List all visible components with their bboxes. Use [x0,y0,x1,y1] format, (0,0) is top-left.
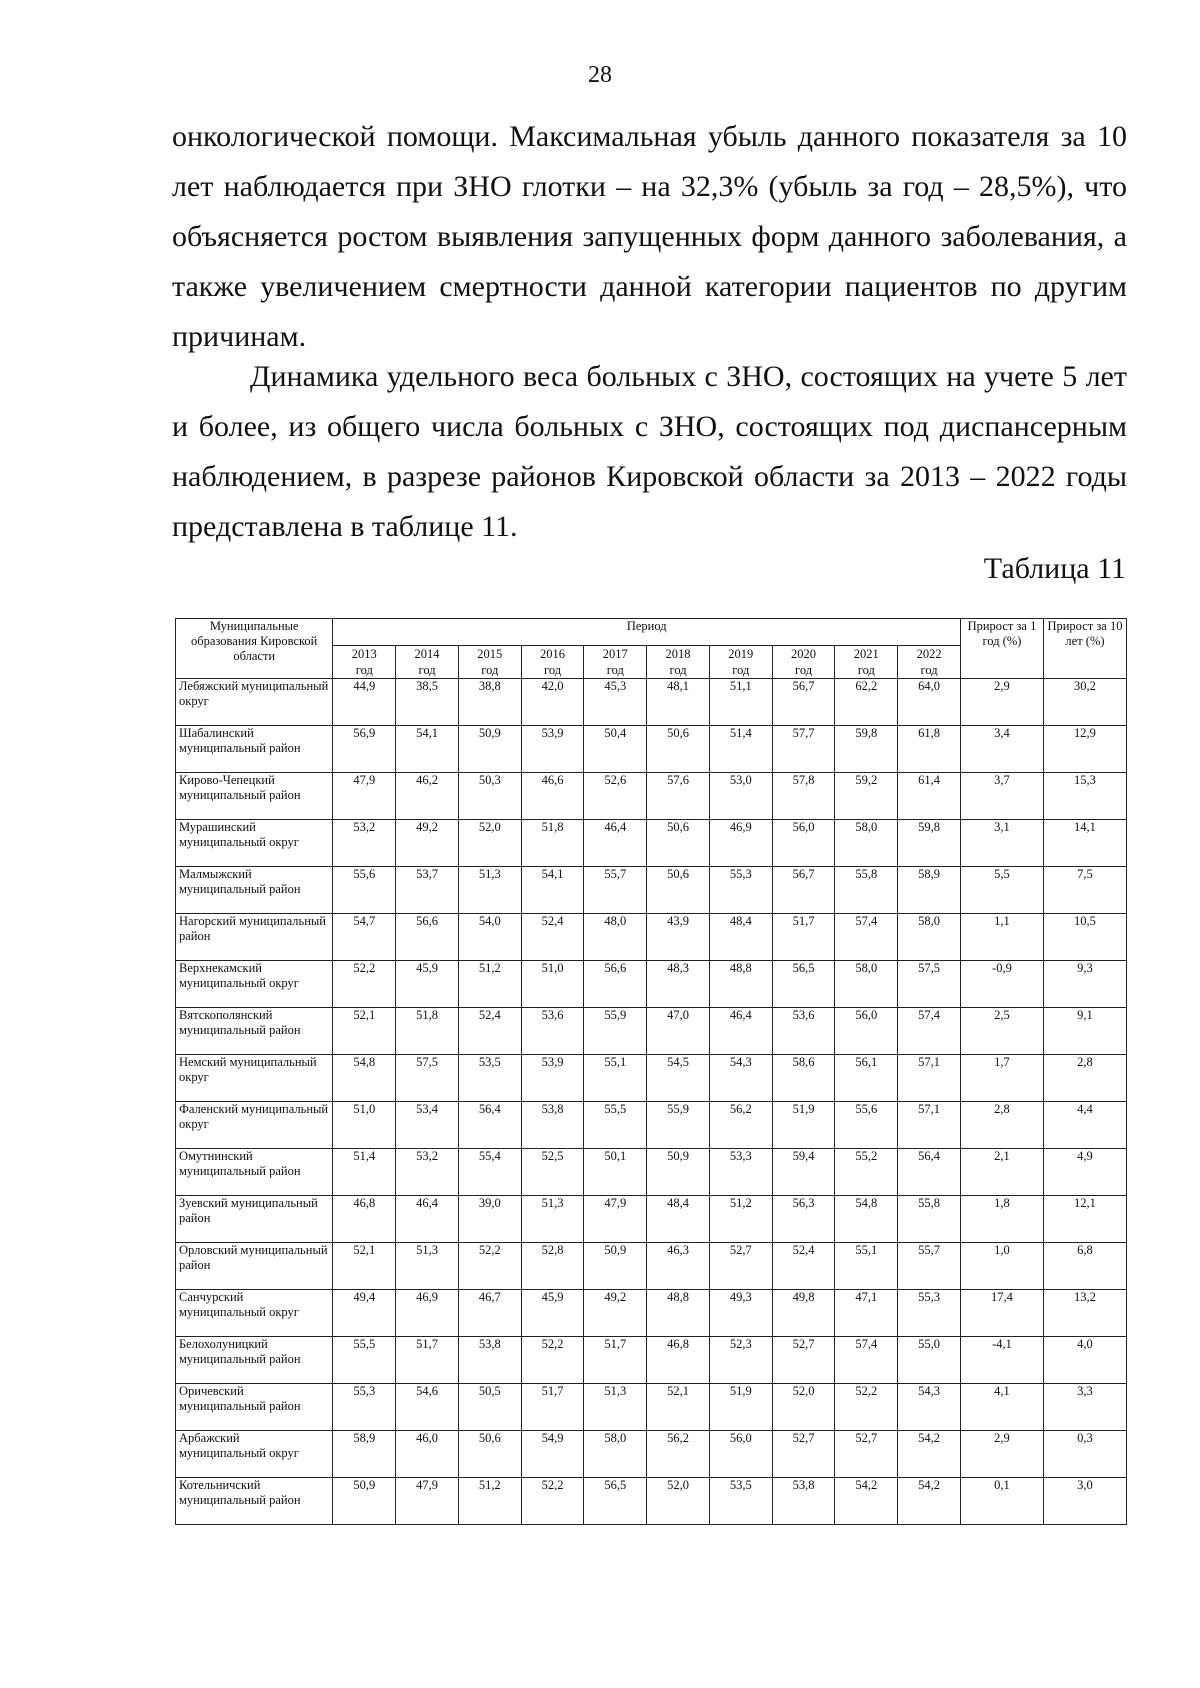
value-cell: 53,0 [709,773,772,820]
value-cell: 52,2 [458,1243,521,1290]
period-header: Период [333,619,961,646]
table-row [176,1431,1127,1478]
year-label: 2018 [665,647,691,661]
value-cell: 51,3 [458,867,521,914]
table-row [176,820,1127,867]
value-cell: 48,4 [647,1196,710,1243]
year-header-cell [709,646,772,679]
value-cell: 56,6 [584,961,647,1008]
table-row [176,961,1127,1008]
growth-10y-cell: 12,1 [1043,1196,1126,1243]
value-cell: 57,8 [772,773,835,820]
value-cell: 56,7 [772,679,835,726]
table-row [176,773,1127,820]
value-cell: 52,7 [772,1431,835,1478]
year-header-cell [458,646,521,679]
value-cell: 46,2 [396,773,459,820]
value-cell: 50,1 [584,1149,647,1196]
value-cell: 53,2 [396,1149,459,1196]
growth-10y-cell: 13,2 [1043,1290,1126,1337]
value-cell: 53,5 [458,1055,521,1102]
value-cell: 57,1 [898,1055,961,1102]
value-cell: 53,8 [521,1102,584,1149]
municipality-name: Белохолуницкий муниципальный район [176,1337,333,1384]
value-cell: 47,0 [647,1008,710,1055]
growth-1y-cell: 17,4 [960,1290,1043,1337]
value-cell: 50,9 [584,1243,647,1290]
value-cell: 55,1 [835,1243,898,1290]
value-cell: 52,1 [333,1243,396,1290]
value-cell: 51,8 [521,820,584,867]
growth-1y-cell: 2,9 [960,679,1043,726]
value-cell: 53,4 [396,1102,459,1149]
year-label: 2019 [728,647,754,661]
growth-10y-cell: 3,0 [1043,1478,1126,1525]
value-cell: 56,5 [772,961,835,1008]
value-cell: 52,2 [521,1337,584,1384]
value-cell: 50,6 [647,726,710,773]
value-cell: 57,4 [835,1337,898,1384]
municipality-name: Орловский муниципальный район [176,1243,333,1290]
value-cell: 56,7 [772,867,835,914]
value-cell: 54,2 [898,1478,961,1525]
value-cell: 50,3 [458,773,521,820]
value-cell: 53,3 [709,1149,772,1196]
value-cell: 56,1 [835,1055,898,1102]
value-cell: 56,6 [396,914,459,961]
value-cell: 52,0 [772,1384,835,1431]
growth-10y-cell: 4,4 [1043,1102,1126,1149]
value-cell: 46,8 [647,1337,710,1384]
value-cell: 56,2 [709,1102,772,1149]
municipality-name: Лебяжский муниципальный округ [176,679,333,726]
table-row [176,1102,1127,1149]
value-cell: 48,0 [584,914,647,961]
value-cell: 55,3 [333,1384,396,1431]
growth-10y-cell: 3,3 [1043,1384,1126,1431]
value-cell: 52,3 [709,1337,772,1384]
value-cell: 53,2 [333,820,396,867]
table-row [176,914,1127,961]
year-label: 2017 [602,647,628,661]
year-unit-label: год [732,663,750,677]
value-cell: 55,5 [333,1337,396,1384]
value-cell: 54,1 [521,867,584,914]
value-cell: 52,4 [458,1008,521,1055]
value-cell: 46,3 [647,1243,710,1290]
value-cell: 59,2 [835,773,898,820]
table-row [176,1243,1127,1290]
value-cell: 52,8 [521,1243,584,1290]
growth-1y-cell: 5,5 [960,867,1043,914]
growth-10y-cell: 4,0 [1043,1337,1126,1384]
value-cell: 55,6 [835,1102,898,1149]
value-cell: 58,6 [772,1055,835,1102]
value-cell: 54,5 [647,1055,710,1102]
value-cell: 55,6 [333,867,396,914]
value-cell: 51,2 [458,1478,521,1525]
value-cell: 54,8 [835,1196,898,1243]
value-cell: 62,2 [835,679,898,726]
value-cell: 52,2 [521,1478,584,1525]
data-table [175,618,1127,1525]
growth-1y-cell: 0,1 [960,1478,1043,1525]
value-cell: 46,4 [396,1196,459,1243]
value-cell: 52,4 [521,914,584,961]
value-cell: 51,9 [709,1384,772,1431]
value-cell: 53,9 [521,1055,584,1102]
value-cell: 57,5 [396,1055,459,1102]
value-cell: 53,8 [772,1478,835,1525]
value-cell: 54,0 [458,914,521,961]
value-cell: 51,7 [584,1337,647,1384]
value-cell: 64,0 [898,679,961,726]
value-cell: 53,7 [396,867,459,914]
value-cell: 48,4 [709,914,772,961]
value-cell: 59,8 [898,820,961,867]
table-row [176,1478,1127,1525]
value-cell: 55,1 [584,1055,647,1102]
value-cell: 47,9 [584,1196,647,1243]
growth-10y-cell: 15,3 [1043,773,1126,820]
growth-10y-cell: 12,9 [1043,726,1126,773]
value-cell: 46,9 [709,820,772,867]
year-unit-label: год [857,663,875,677]
growth-1y-cell: 3,7 [960,773,1043,820]
value-cell: 46,4 [709,1008,772,1055]
value-cell: 52,0 [647,1478,710,1525]
value-cell: 61,4 [898,773,961,820]
value-cell: 38,5 [396,679,459,726]
growth-1y-cell: 2,9 [960,1431,1043,1478]
year-header-cell [772,646,835,679]
value-cell: 47,1 [835,1290,898,1337]
value-cell: 48,8 [709,961,772,1008]
value-cell: 54,6 [396,1384,459,1431]
paragraph-1: онкологической помощи. Максимальная убыль данного показателя за 10 лет наблюдается при ЗНО глотки – на 32,3% (убыль за год – 28,5%), что объясняется ростом выявления запущенных форм данного заболевания, а также увеличением смертности данной категории пациентов по другим причинам. [172,120,1127,353]
value-cell: 54,7 [333,914,396,961]
value-cell: 45,3 [584,679,647,726]
value-cell: 61,8 [898,726,961,773]
municipality-name: Верхнекамский муниципальный округ [176,961,333,1008]
value-cell: 55,7 [898,1243,961,1290]
value-cell: 51,4 [333,1149,396,1196]
value-cell: 51,0 [521,961,584,1008]
value-cell: 55,9 [584,1008,647,1055]
year-label: 2013 [351,647,377,661]
value-cell: 53,8 [458,1337,521,1384]
value-cell: 58,0 [835,961,898,1008]
value-cell: 55,4 [458,1149,521,1196]
growth-1y-cell: 3,1 [960,820,1043,867]
municipality-name: Зуевский муниципальный район [176,1196,333,1243]
value-cell: 55,8 [898,1196,961,1243]
value-cell: 57,6 [647,773,710,820]
value-cell: 51,1 [709,679,772,726]
value-cell: 51,3 [521,1196,584,1243]
year-label: 2021 [853,647,879,661]
year-header-cell [396,646,459,679]
year-header-cell [898,646,961,679]
table-row [176,1290,1127,1337]
value-cell: 50,6 [647,867,710,914]
year-unit-label: год [481,663,499,677]
table-row [176,1008,1127,1055]
value-cell: 47,9 [333,773,396,820]
value-cell: 43,9 [647,914,710,961]
growth-10y-cell: 7,5 [1043,867,1126,914]
value-cell: 46,7 [458,1290,521,1337]
value-cell: 55,3 [709,867,772,914]
growth-10y-cell: 14,1 [1043,820,1126,867]
value-cell: 57,5 [898,961,961,1008]
value-cell: 53,9 [521,726,584,773]
year-header-cell [835,646,898,679]
value-cell: 58,0 [584,1431,647,1478]
municipality-name: Омутнинский муниципальный район [176,1149,333,1196]
growth-1y-cell: 3,4 [960,726,1043,773]
value-cell: 59,8 [835,726,898,773]
growth-10y-cell: 4,9 [1043,1149,1126,1196]
value-cell: 51,0 [333,1102,396,1149]
growth-10y-header: Прирост за 10 лет (%) [1043,619,1126,679]
value-cell: 54,3 [709,1055,772,1102]
municipality-name: Нагорский муниципальный район [176,914,333,961]
year-unit-label: год [795,663,813,677]
value-cell: 45,9 [396,961,459,1008]
table-row [176,1055,1127,1102]
value-cell: 52,6 [584,773,647,820]
table-row [176,679,1127,726]
value-cell: 52,1 [333,1008,396,1055]
growth-10y-cell: 30,2 [1043,679,1126,726]
growth-1y-cell: 1,7 [960,1055,1043,1102]
growth-10y-cell: 9,1 [1043,1008,1126,1055]
value-cell: 46,0 [396,1431,459,1478]
value-cell: 46,4 [584,820,647,867]
growth-10y-cell: 10,5 [1043,914,1126,961]
year-label: 2020 [791,647,817,661]
value-cell: 55,5 [584,1102,647,1149]
value-cell: 57,4 [835,914,898,961]
value-cell: 47,9 [396,1478,459,1525]
value-cell: 52,7 [772,1337,835,1384]
value-cell: 49,3 [709,1290,772,1337]
year-unit-label: год [606,663,624,677]
municipality-name: Фаленский муниципальный округ [176,1102,333,1149]
municipality-name: Котельничский муниципальный район [176,1478,333,1525]
value-cell: 54,1 [396,726,459,773]
value-cell: 51,9 [772,1102,835,1149]
value-cell: 57,4 [898,1008,961,1055]
growth-10y-cell: 2,8 [1043,1055,1126,1102]
municipality-name: Шабалинский муниципальный район [176,726,333,773]
growth-1y-header: Прирост за 1 год (%) [960,619,1043,679]
municipality-name: Вятскополянский муниципальный район [176,1008,333,1055]
growth-10y-cell: 9,3 [1043,961,1126,1008]
table-row [176,726,1127,773]
municipality-header: Муниципальные образования Кировской области [176,619,333,679]
paragraph-2: Динамика удельного веса больных с ЗНО, состоящих на учете 5 лет и более, из общего числа больных с ЗНО, состоящих под диспансерным наблюдением, в разрезе районов Кировской области за 2013 – 2022 годы представлена в таблице 11. [172,360,1127,543]
table-caption: Таблица 11 [983,552,1126,585]
value-cell: 46,6 [521,773,584,820]
value-cell: 59,4 [772,1149,835,1196]
value-cell: 50,9 [458,726,521,773]
value-cell: 52,1 [647,1384,710,1431]
growth-1y-cell: 4,1 [960,1384,1043,1431]
value-cell: 50,9 [647,1149,710,1196]
value-cell: 50,9 [333,1478,396,1525]
value-cell: 55,9 [647,1102,710,1149]
value-cell: 49,2 [396,820,459,867]
value-cell: 57,7 [772,726,835,773]
value-cell: 56,5 [584,1478,647,1525]
value-cell: 50,6 [458,1431,521,1478]
value-cell: 54,9 [521,1431,584,1478]
value-cell: 56,4 [898,1149,961,1196]
value-cell: 42,0 [521,679,584,726]
municipality-name: Мурашинский муниципальный округ [176,820,333,867]
value-cell: 54,2 [835,1478,898,1525]
value-cell: 52,7 [709,1243,772,1290]
value-cell: 55,7 [584,867,647,914]
value-cell: 45,9 [521,1290,584,1337]
value-cell: 49,4 [333,1290,396,1337]
value-cell: 54,3 [898,1384,961,1431]
municipality-name: Арбажский муниципальный округ [176,1431,333,1478]
value-cell: 51,4 [709,726,772,773]
growth-1y-cell: -4,1 [960,1337,1043,1384]
value-cell: 49,2 [584,1290,647,1337]
value-cell: 51,7 [521,1384,584,1431]
value-cell: 58,0 [898,914,961,961]
growth-1y-cell: 1,1 [960,914,1043,961]
value-cell: 56,2 [647,1431,710,1478]
growth-1y-cell: 2,5 [960,1008,1043,1055]
growth-1y-cell: 2,8 [960,1102,1043,1149]
table-row [176,1384,1127,1431]
table-body [176,679,1127,1525]
value-cell: 51,7 [396,1337,459,1384]
value-cell: 56,3 [772,1196,835,1243]
year-header-cell [647,646,710,679]
year-label: 2014 [414,647,440,661]
value-cell: 55,0 [898,1337,961,1384]
year-label: 2022 [916,647,942,661]
value-cell: 55,3 [898,1290,961,1337]
value-cell: 58,9 [333,1431,396,1478]
year-unit-label: год [920,663,938,677]
year-label: 2016 [540,647,566,661]
value-cell: 48,8 [647,1290,710,1337]
year-header-cell [521,646,584,679]
year-header-cell [333,646,396,679]
growth-10y-cell: 0,3 [1043,1431,1126,1478]
value-cell: 56,0 [709,1431,772,1478]
municipality-name: Немский муниципальный округ [176,1055,333,1102]
value-cell: 39,0 [458,1196,521,1243]
growth-1y-cell: 2,1 [960,1149,1043,1196]
growth-10y-cell: 6,8 [1043,1243,1126,1290]
value-cell: 48,1 [647,679,710,726]
value-cell: 55,8 [835,867,898,914]
year-unit-label: год [544,663,562,677]
value-cell: 51,2 [709,1196,772,1243]
table-row [176,1196,1127,1243]
year-unit-label: год [669,663,687,677]
value-cell: 51,2 [458,961,521,1008]
value-cell: 52,2 [333,961,396,1008]
value-cell: 51,7 [772,914,835,961]
value-cell: 53,5 [709,1478,772,1525]
year-unit-label: год [355,663,373,677]
year-unit-label: год [418,663,436,677]
value-cell: 46,9 [396,1290,459,1337]
value-cell: 50,5 [458,1384,521,1431]
municipality-name: Малмыжский муниципальный район [176,867,333,914]
value-cell: 56,4 [458,1102,521,1149]
year-label: 2015 [477,647,503,661]
value-cell: 54,2 [898,1431,961,1478]
table-row [176,1149,1127,1196]
year-header-cell [584,646,647,679]
table-row [176,867,1127,914]
value-cell: 58,9 [898,867,961,914]
value-cell: 52,0 [458,820,521,867]
municipality-name: Оричевский муниципальный район [176,1384,333,1431]
value-cell: 46,8 [333,1196,396,1243]
growth-1y-cell: 1,8 [960,1196,1043,1243]
value-cell: 49,8 [772,1290,835,1337]
value-cell: 51,8 [396,1008,459,1055]
value-cell: 56,0 [835,1008,898,1055]
value-cell: 52,5 [521,1149,584,1196]
value-cell: 53,6 [772,1008,835,1055]
value-cell: 55,2 [835,1149,898,1196]
growth-1y-cell: -0,9 [960,961,1043,1008]
value-cell: 54,8 [333,1055,396,1102]
value-cell: 56,9 [333,726,396,773]
value-cell: 38,8 [458,679,521,726]
value-cell: 57,1 [898,1102,961,1149]
value-cell: 50,4 [584,726,647,773]
municipality-name: Кирово-Чепецкий муниципальный район [176,773,333,820]
value-cell: 53,6 [521,1008,584,1055]
growth-1y-cell: 1,0 [960,1243,1043,1290]
value-cell: 50,6 [647,820,710,867]
page-number: 28 [588,62,612,88]
value-cell: 58,0 [835,820,898,867]
table-row [176,1337,1127,1384]
value-cell: 52,2 [835,1384,898,1431]
value-cell: 44,9 [333,679,396,726]
value-cell: 48,3 [647,961,710,1008]
value-cell: 52,4 [772,1243,835,1290]
value-cell: 51,3 [584,1384,647,1431]
municipality-name: Санчурский муниципальный округ [176,1290,333,1337]
value-cell: 51,3 [396,1243,459,1290]
value-cell: 56,0 [772,820,835,867]
value-cell: 52,7 [835,1431,898,1478]
